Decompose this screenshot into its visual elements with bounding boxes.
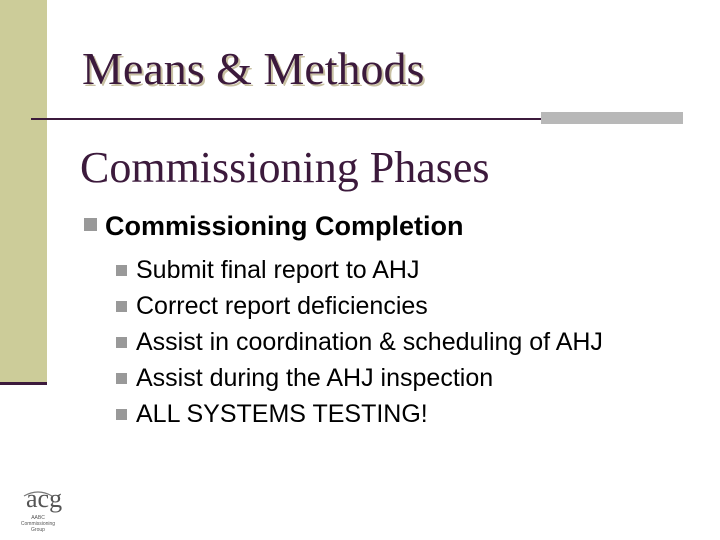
logo-caption-line: Group (31, 527, 45, 533)
sub-bullet-item (116, 256, 676, 285)
title-divider-accent (541, 112, 683, 124)
sub-bullet-list (116, 256, 676, 436)
main-bullet-item (84, 211, 464, 242)
square-bullet-icon (116, 265, 127, 276)
sub-bullet-item (116, 328, 676, 357)
logo-caption-line: Commissioning (20, 521, 56, 527)
acg-logo (8, 484, 66, 534)
square-bullet-icon (116, 373, 127, 384)
main-bullet-text: Commissioning Completion (105, 211, 464, 241)
square-bullet-icon (116, 337, 127, 348)
sub-bullet-item (116, 364, 676, 393)
logo-mark-text: acg (26, 484, 63, 513)
sub-bullet-item (116, 400, 676, 429)
slide-title: Means & Methods (82, 43, 425, 94)
sub-bullet-item (116, 292, 676, 321)
square-bullet-icon (84, 218, 97, 231)
logo-caption (10, 515, 66, 533)
logo-caption-line: AABC (31, 515, 45, 521)
side-accent-bar (0, 0, 47, 382)
square-bullet-icon (116, 409, 127, 420)
sub-bullet-text: Correct report deficiencies (136, 292, 428, 320)
sub-bullet-text: ALL SYSTEMS TESTING! (136, 400, 428, 428)
sub-bullet-text: Assist in coordination & scheduling of AHJ (136, 328, 603, 356)
sub-bullet-text: Assist during the AHJ inspection (136, 364, 494, 392)
title-divider-line (31, 118, 541, 120)
side-accent-line (0, 382, 47, 385)
sub-bullet-text: Submit final report to AHJ (136, 256, 420, 284)
square-bullet-icon (116, 301, 127, 312)
slide-subtitle: Commissioning Phases (80, 143, 490, 192)
